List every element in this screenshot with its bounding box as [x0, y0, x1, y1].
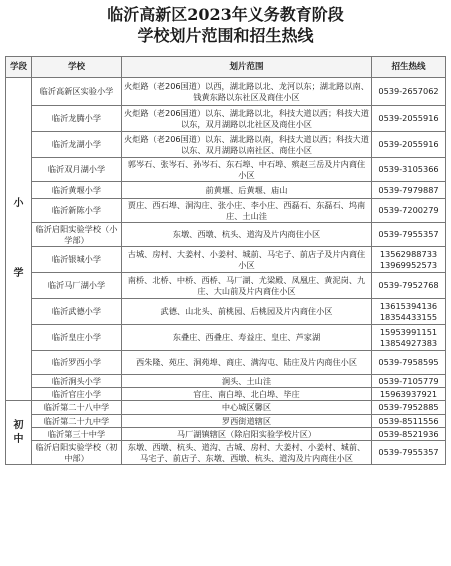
district-range: 东墩、西墩、杭头、道沟、古城、房村、大姜村、小姜村、城前、马宅子、前店子、东墩、西墩、杭头、道沟及片内商住小区	[122, 441, 372, 465]
school-name: 临沂启阳实验学校（初中部）	[32, 441, 122, 465]
hotline-number: 0539-2055916	[372, 132, 446, 158]
district-range: 火炬路（老206国道）以西，湖北路以北、龙河以东；湖北路以南、钱黄东路以东社区及商住小区	[122, 78, 372, 106]
district-range: 贾庄、西石埠、洞沟庄、张小庄、李小庄、西磊石、东磊石、坞南庄、土山洼	[122, 199, 372, 223]
hotline-number: 0539-7952885	[372, 401, 446, 415]
hotline-number: 15963937921	[372, 388, 446, 401]
school-name: 临沂双月湖小学	[32, 158, 122, 182]
hotline-number: 0539-7105779	[372, 375, 446, 388]
school-name: 临沂龙腾小学	[32, 106, 122, 132]
school-name: 临沂涧头小学	[32, 375, 122, 388]
table-row	[6, 351, 446, 375]
page-title	[0, 0, 451, 46]
district-range: 西朱隆、苑庄、洞苑埠、商庄、满沟屯、陆庄及片内商住小区	[122, 351, 372, 375]
district-range: 涧头、土山洼	[122, 375, 372, 388]
header-hotline: 招生热线	[372, 57, 446, 78]
school-name: 临沂龙湖小学	[32, 132, 122, 158]
district-range: 官庄、南白埠、北白埠、毕庄	[122, 388, 372, 401]
header-stage: 学段	[6, 57, 32, 78]
table-row	[6, 428, 446, 441]
table-row	[6, 106, 446, 132]
table-body	[6, 78, 446, 465]
hotline-number: 0539-8521936	[372, 428, 446, 441]
table-row	[6, 132, 446, 158]
table-row	[6, 223, 446, 247]
title-line-1: 临沂高新区2023年义务教育阶段	[107, 5, 344, 24]
district-range: 东墩、西墩、杭头、道沟及片内商住小区	[122, 223, 372, 247]
hotline-number: 0539-7955357	[372, 223, 446, 247]
table-header-row	[6, 57, 446, 78]
school-name: 临沂第二十八中学	[32, 401, 122, 415]
stage-junior	[6, 401, 32, 465]
district-range: 东叠庄、西叠庄、寿益庄、皇庄、芦家湖	[122, 325, 372, 351]
district-range: 南桥、北桥、中桥、西桥、马厂湖、尤梁殿、凤凰庄、黄泥岗、九庄、大山前及片内商住小区	[122, 273, 372, 299]
school-district-table	[5, 56, 446, 465]
header-school: 学校	[32, 57, 122, 78]
hotline-number: 0539-2055916	[372, 106, 446, 132]
hotline-number: 0539-7958595	[372, 351, 446, 375]
hotline-number: 0539-8511556	[372, 415, 446, 428]
school-name: 临沂武德小学	[32, 299, 122, 325]
school-name: 临沂启阳实验学校（小学部）	[32, 223, 122, 247]
title-line-2: 学校划片范围和招生热线	[137, 26, 314, 45]
stage-primary-char-2: 学	[13, 268, 24, 279]
hotline-number: 0539-7952768	[372, 273, 446, 299]
hotline-number: 0539-7955357	[372, 441, 446, 465]
school-name: 临沂第三十中学	[32, 428, 122, 441]
hotline-number: 0539-7979887	[372, 182, 446, 199]
district-range: 火炬路（老206国道）以东、湖北路以南，科技大道以西；科技大道以东、双月湖路以南社区、商住小区	[122, 132, 372, 158]
district-range: 中心城区馨区	[122, 401, 372, 415]
district-range: 郭岑石、张岑石、孙岑石、东石埠、中石埠、殡赵三岳及片内商住小区	[122, 158, 372, 182]
stage-primary	[6, 78, 32, 401]
district-range: 罗西街道辖区	[122, 415, 372, 428]
header-range: 划片范围	[122, 57, 372, 78]
school-name: 临沂黄堰小学	[32, 182, 122, 199]
school-name: 临沂新陈小学	[32, 199, 122, 223]
table-row	[6, 401, 446, 415]
table-row	[6, 273, 446, 299]
table-row	[6, 415, 446, 428]
district-range: 火炬路（老206国道）以东、湖北路以北，科技大道以西；科技大道以东，双月湖路以北社区及商住小区	[122, 106, 372, 132]
school-name: 临沂官庄小学	[32, 388, 122, 401]
school-name: 临沂皇庄小学	[32, 325, 122, 351]
hotline-number: 15953991151 13854927383	[372, 325, 446, 351]
district-range: 古城、房村、大姜村、小姜村、城前、马宅子、前店子及片内商住小区	[122, 247, 372, 273]
school-name: 临沂高新区实验小学	[32, 78, 122, 106]
school-name: 临沂马厂湖小学	[32, 273, 122, 299]
table-row	[6, 388, 446, 401]
stage-junior-char-2: 中	[13, 433, 24, 445]
stage-primary-char-1: 小	[13, 198, 24, 209]
table-row	[6, 375, 446, 388]
table-row	[6, 441, 446, 465]
district-range: 前黄堰、后黄堰、庙山	[122, 182, 372, 199]
table-row	[6, 158, 446, 182]
district-range: 马厂湖镇辖区（除启阳实验学校片区）	[122, 428, 372, 441]
hotline-number: 0539-2657062	[372, 78, 446, 106]
table-row	[6, 299, 446, 325]
table-row	[6, 182, 446, 199]
hotline-number: 13615394136 18354433155	[372, 299, 446, 325]
school-name: 临沂第二十九中学	[32, 415, 122, 428]
table-row	[6, 78, 446, 106]
table-row	[6, 247, 446, 273]
school-name: 临沂银城小学	[32, 247, 122, 273]
table-row	[6, 199, 446, 223]
district-range: 武德、山北头、前桃园、后桃园及片内商住小区	[122, 299, 372, 325]
stage-junior-char-1: 初	[13, 419, 24, 431]
school-name: 临沂罗西小学	[32, 351, 122, 375]
hotline-number: 13562988733 13969952573	[372, 247, 446, 273]
hotline-number: 0539-7200279	[372, 199, 446, 223]
hotline-number: 0539-3105366	[372, 158, 446, 182]
table-row	[6, 325, 446, 351]
